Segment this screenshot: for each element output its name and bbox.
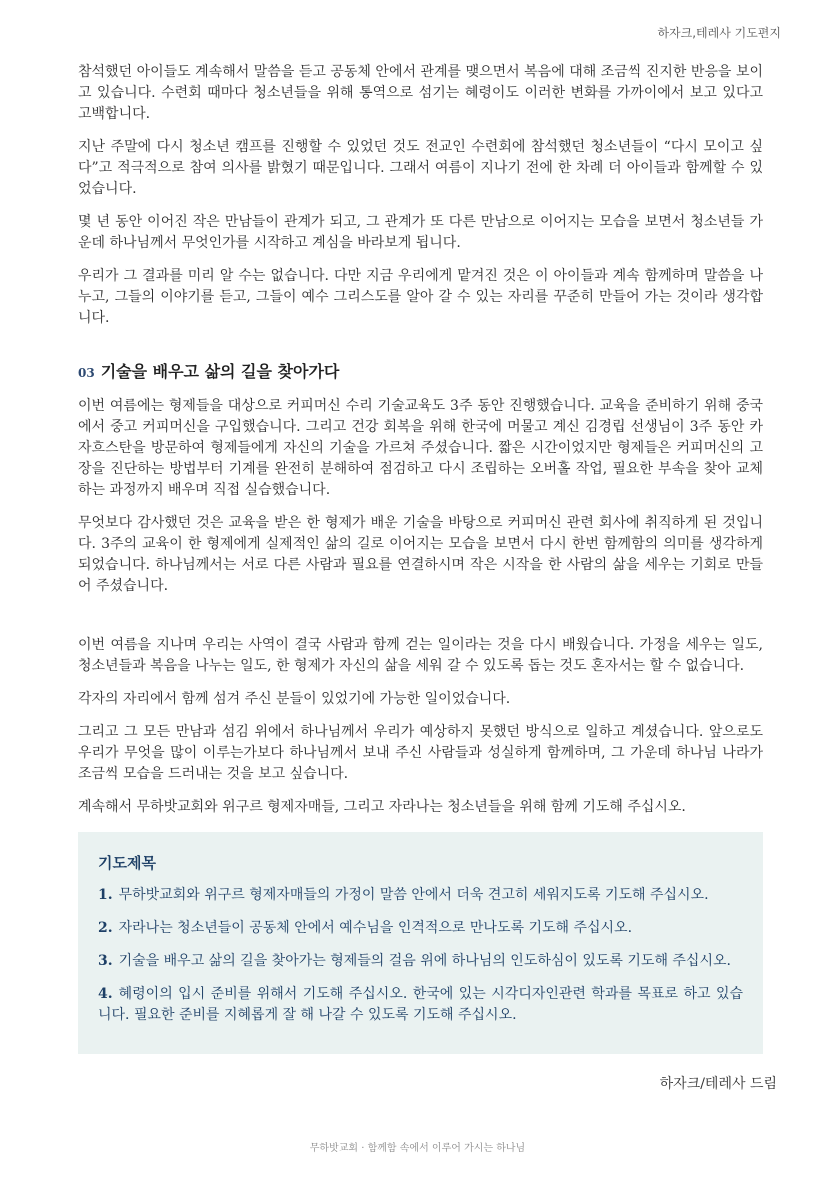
prayer-item-text: 기술을 배우고 삶의 길을 찾아가는 형제들의 걸음 위에 하나님의 인도하심이 있도록 기도해 주십시오. (118, 953, 731, 969)
prayer-item-number: 4. (98, 986, 113, 1002)
prayer-item (98, 885, 743, 906)
prayer-item-text: 자라나는 청소년들이 공동체 안에서 예수님을 인격적으로 만나도록 기도해 주십시오. (118, 920, 633, 936)
letter-body (78, 62, 763, 1054)
paragraph: 우리가 그 결과를 미리 알 수는 없습니다. 다만 지금 우리에게 맡겨진 것은 이 아이들과 계속 함께하며 말씀을 나누고, 그들의 이야기를 듣고, 그들이 예수 그리스도를 알아 갈 수 있는 자리를 꾸준히 만들어 가는 것이라 생각합니다. (78, 268, 763, 326)
section-heading (78, 359, 763, 382)
paragraph: 그리고 그 모든 만남과 섬김 위에서 하나님께서 우리가 예상하지 못했던 방식으로 일하고 계셨습니다. 앞으로도 우리가 무엇을 많이 이루는가보다 하나님께서 보내 주신 사람들과 성실하게 함께하며, 그 가운데 하나님 나라가 조금씩 모습을 드러내는 것을 보고 싶습니다. (78, 724, 763, 782)
prayer-item (98, 951, 743, 972)
prayer-item (98, 918, 743, 939)
paragraph: 이번 여름을 지나며 우리는 사역이 결국 사람과 함께 걷는 일이라는 것을 다시 배웠습니다. 가정을 세우는 일도, 청소년들과 복음을 나누는 일도, 한 형제가 자신의 삶을 세워 갈 수 있도록 돕는 것도 혼자서는 할 수 없습니다. (78, 637, 763, 674)
prayer-item-text: 무하밧교회와 위구르 형제자매들의 가정이 말씀 안에서 더욱 견고히 세워지도록 기도해 주십시오. (118, 887, 709, 903)
prayer-item-number: 1. (98, 887, 113, 903)
prayer-item-text: 혜령이의 입시 준비를 위해서 기도해 주십시오. 한국에 있는 시각디자인관련 학과를 목표로 하고 있습니다. 필요한 준비를 지혜롭게 잘 해 나갈 수 있도록 기도해 주십시오. (98, 986, 743, 1023)
prayer-item-number: 3. (98, 953, 113, 969)
paragraph: 몇 년 동안 이어진 작은 만남들이 관계가 되고, 그 관계가 또 다른 만남으로 이어지는 모습을 보면서 청소년들 가운데 하나님께서 무엇인가를 시작하고 계심을 바라보게 됩니다. (78, 214, 763, 251)
prayer-item (98, 984, 743, 1026)
paragraph: 계속해서 무하밧교회와 위구르 형제자매들, 그리고 자라나는 청소년들을 위해 함께 기도해 주십시오. (78, 799, 686, 815)
prayer-item-number: 2. (98, 920, 113, 936)
paragraph: 이번 여름에는 형제들을 대상으로 커피머신 수리 기술교육도 3주 동안 진행했습니다. 교육을 준비하기 위해 중국에서 중고 커피머신을 구입했습니다. 그리고 건강 회복을 위해 한국에 머물고 계신 김경립 선생님이 3주 동안 카자흐스탄을 방문하여 형제들에게 자신의 기술을 가르쳐 주셨습니다. 짧은 시간이었지만 형제들은 커피머신의 고장을 진단하는 방법부터 기계를 완전히 분해하여 점검하고 다시 조립하는 오버홀 작업, 필요한 부속을 찾아 교체하는 과정까지 배우며 직접 실습했습니다. (78, 398, 763, 498)
page-footer: 무하밧교회 · 함께함 속에서 이루어 가시는 하나님 (309, 1143, 526, 1154)
paragraph: 각자의 자리에서 함께 섬겨 주신 분들이 있었기에 가능한 일이었습니다. (78, 691, 511, 707)
paragraph: 참석했던 아이들도 계속해서 말씀을 듣고 공동체 안에서 관계를 맺으면서 복음에 대해 조금씩 진지한 반응을 보이고 있습니다. 수련회 때마다 청소년들을 위해 통역으로 섬기는 혜령이도 이러한 변화를 가까이에서 보고 있다고 고백합니다. (78, 64, 763, 122)
paragraph: 지난 주말에 다시 청소년 캠프를 진행할 수 있었던 것도 전교인 수련회에 참석했던 청소년들이 “다시 모이고 싶다”고 적극적으로 참여 의사를 밝혔기 때문입니다. 그래서 여름이 지나기 전에 한 차례 더 아이들과 함께할 수 있었습니다. (78, 139, 763, 197)
prayer-title: 기도제목 (98, 854, 156, 872)
paragraph: 무엇보다 감사했던 것은 교육을 받은 한 형제가 배운 기술을 바탕으로 커피머신 관련 회사에 취직하게 된 것입니다. 3주의 교육이 한 형제에게 실제적인 삶의 길로 이어지는 모습을 보면서 다시 한번 함께함의 의미를 생각하게 되었습니다. 하나님께서는 서로 다른 사람과 필요를 연결하시며 작은 시작을 한 사람의 삶을 세우는 기회로 만들어 주셨습니다. (78, 515, 763, 594)
section-title: 기술을 배우고 삶의 길을 찾아가다 (100, 362, 340, 381)
prayer-requests-box (78, 832, 763, 1054)
section-number: 03 (78, 366, 95, 380)
signature: 하자크/테레사 드림 (659, 1076, 777, 1092)
page-header: 하자크,테레사 기도편지 (657, 26, 781, 40)
spacer (78, 609, 763, 635)
